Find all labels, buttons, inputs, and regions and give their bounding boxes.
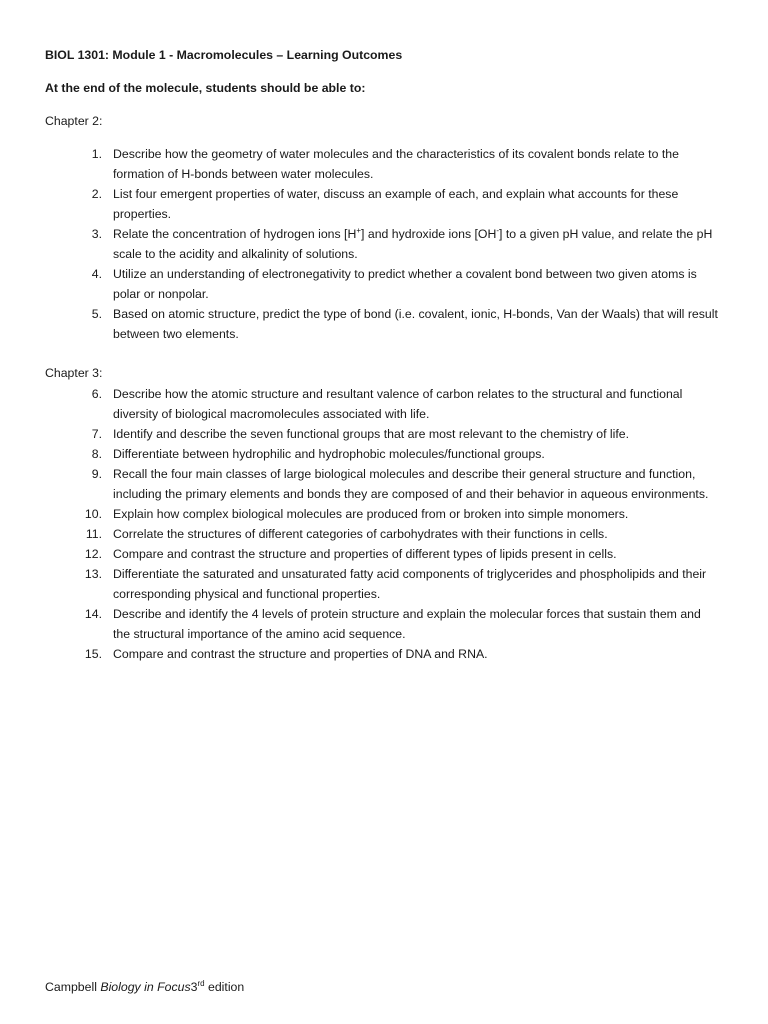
item-text-part: Relate the concentration of hydrogen ions [H xyxy=(113,227,357,241)
list-item xyxy=(80,264,720,304)
list-item xyxy=(80,384,720,424)
item-text: Differentiate between hydrophilic and hydrophobic molecules/functional groups. xyxy=(113,447,545,461)
item-text: Based on atomic structure, predict the type of bond (i.e. covalent, ionic, H-bonds, Van der Waals) that will result between two elements. xyxy=(113,307,718,341)
item-text: Describe and identify the 4 levels of protein structure and explain the molecular forces that sustain them and the structural importance of the amino acid sequence. xyxy=(113,607,701,641)
item-text: Describe how the atomic structure and resultant valence of carbon relates to the structural and functional diversity of biological macromolecules associated with life. xyxy=(113,387,683,421)
item-text: Explain how complex biological molecules are produced from or broken into simple monomers. xyxy=(113,507,629,521)
item-number: 6. xyxy=(91,387,102,401)
item-text: Compare and contrast the structure and properties of different types of lipids present in cells. xyxy=(113,547,617,561)
item-number: 11. xyxy=(85,527,102,541)
list-item xyxy=(80,184,720,224)
item-number: 5. xyxy=(91,307,102,321)
item-number: 10. xyxy=(84,507,102,521)
document-title: BIOL 1301: Module 1 - Macromolecules – Learning Outcomes xyxy=(45,48,403,62)
item-text: Utilize an understanding of electronegativity to predict whether a covalent bond between two given atoms is polar or nonpolar. xyxy=(113,267,697,301)
item-text: Recall the four main classes of large biological molecules and describe their general structure and function, including the primary elements and bonds they are composed of and their behavior in aqueous environments. xyxy=(113,467,709,501)
chapter-2-outcomes-list xyxy=(80,144,720,344)
item-number: 13. xyxy=(84,567,102,581)
list-item xyxy=(80,144,720,184)
item-text-part: ] to a given pH value, and relate the pH scale to the acidity and alkalinity of solutions. xyxy=(113,227,713,261)
item-number: 8. xyxy=(91,447,102,461)
list-item xyxy=(80,564,720,604)
item-number: 2. xyxy=(91,187,102,201)
chapter-2-label: Chapter 2: xyxy=(45,114,103,128)
item-number: 15. xyxy=(84,647,102,661)
footer-citation xyxy=(45,977,244,997)
item-text: Describe how the geometry of water molecules and the characteristics of its covalent bonds relate to the formation of H-bonds between water molecules. xyxy=(113,147,679,181)
list-item xyxy=(80,304,720,344)
footer-edition-superscript: rd xyxy=(197,978,205,988)
item-number: 9. xyxy=(91,467,102,481)
list-item xyxy=(80,604,720,644)
item-number: 14. xyxy=(84,607,102,621)
item-number: 3. xyxy=(91,227,102,241)
list-item xyxy=(80,504,720,524)
footer-suffix: edition xyxy=(204,980,245,994)
item-number: 1. xyxy=(91,147,102,161)
item-text: Identify and describe the seven functional groups that are most relevant to the chemistry of life. xyxy=(113,427,630,441)
item-number: 7. xyxy=(91,427,102,441)
item-text: Compare and contrast the structure and properties of DNA and RNA. xyxy=(113,647,488,661)
item-text xyxy=(113,227,712,261)
item-text: Correlate the structures of different categories of carbohydrates with their functions in cells. xyxy=(113,527,608,541)
list-item xyxy=(80,544,720,564)
item-number: 4. xyxy=(91,267,102,281)
footer-book-title: Biology in Focus xyxy=(100,980,191,994)
list-item xyxy=(80,464,720,504)
item-number: 12. xyxy=(84,547,102,561)
item-text: List four emergent properties of water, discuss an example of each, and explain what accounts for these properties. xyxy=(113,187,679,221)
list-item xyxy=(80,524,720,544)
footer-prefix: Campbell xyxy=(45,980,101,994)
intro-text: At the end of the molecule, students should be able to: xyxy=(45,81,366,95)
item-text-part: ] and hydroxide ions [OH xyxy=(361,227,497,241)
list-item xyxy=(80,444,720,464)
footer-edition-number: 3 xyxy=(190,980,198,994)
list-item xyxy=(80,424,720,444)
superscript-plus: + xyxy=(356,225,362,235)
list-item xyxy=(80,644,720,664)
superscript-minus: - xyxy=(496,225,500,235)
chapter-3-label: Chapter 3: xyxy=(45,366,103,380)
chapter-3-outcomes-list xyxy=(80,384,720,664)
item-text: Differentiate the saturated and unsaturated fatty acid components of triglycerides and phospholipids and their corresponding physical and functional properties. xyxy=(113,567,707,601)
list-item xyxy=(80,224,720,264)
